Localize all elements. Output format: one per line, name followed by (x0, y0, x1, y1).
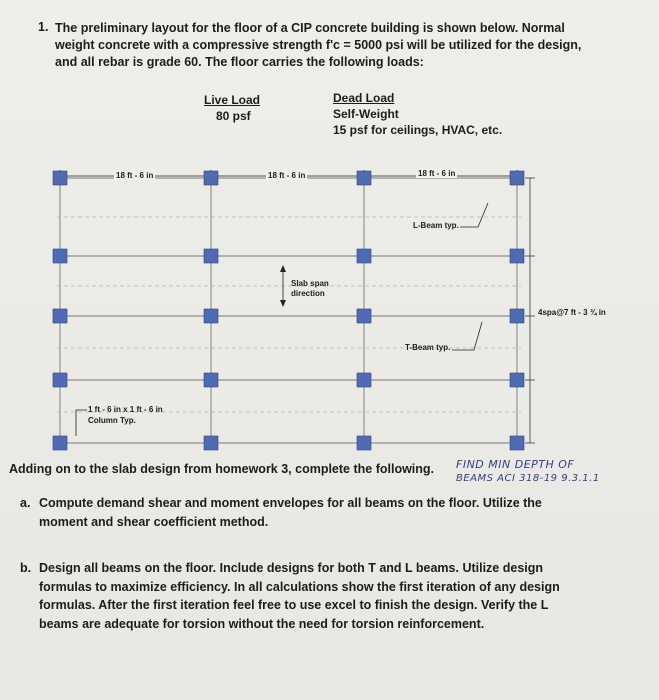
problem-line: and all rebar is grade 60. The floor carries the following loads: (55, 55, 424, 69)
column-square (53, 171, 67, 185)
dead-load-line: 15 psf for ceilings, HVAC, etc. (333, 123, 503, 137)
part-b-letter: b. (20, 561, 32, 575)
column-label (88, 404, 163, 426)
slab-span-line: Slab span (291, 279, 329, 288)
part-b-line: formulas. After the first iteration feel free to use excel to finish the design. Verify the L (39, 598, 549, 612)
column-square (204, 373, 218, 387)
column-square (53, 436, 67, 450)
handwritten-note (456, 458, 600, 486)
column-square (357, 171, 371, 185)
column-leader (76, 410, 87, 436)
slab-span-arrowhead (280, 300, 286, 307)
t-beam-label: T-Beam typ. (405, 343, 451, 352)
column-square (510, 171, 524, 185)
part-b (39, 559, 639, 633)
part-a-letter: a. (20, 496, 31, 510)
problem-number: 1. (38, 20, 49, 34)
column-square (357, 436, 371, 450)
slab-span-arrowhead (280, 265, 286, 272)
t-beam-leader (452, 322, 482, 350)
l-beam-label: L-Beam typ. (413, 221, 459, 230)
column-square (510, 249, 524, 263)
column-square (204, 436, 218, 450)
column-square (510, 436, 524, 450)
dead-load-line: Self-Weight (333, 107, 399, 121)
part-a-line: Compute demand shear and moment envelopes for all beams on the floor. Utilize the (39, 496, 542, 510)
column-square (357, 249, 371, 263)
span-label: 18 ft - 6 in (116, 171, 154, 180)
problem-line: weight concrete with a compressive strength f'c = 5000 psi will be utilized for the design, (55, 38, 582, 52)
handwritten-line: BEAMS ACI 318-19 9.3.1.1 (456, 473, 600, 484)
part-b-line: Design all beams on the floor. Include designs for both T and L beams. Utilize design (39, 561, 544, 575)
dead-load-heading: Dead Load (333, 91, 395, 105)
problem-line: The preliminary layout for the floor of a CIP concrete building is shown below. Normal (55, 21, 565, 35)
column-square (53, 309, 67, 323)
part-a (39, 494, 639, 531)
span-label: 18 ft - 6 in (418, 169, 456, 178)
slab-span-label (291, 279, 329, 299)
live-load-value: 80 psf (216, 109, 251, 123)
live-load-heading: Live Load (204, 93, 261, 107)
column-square (204, 249, 218, 263)
column-square (510, 373, 524, 387)
column-square (357, 373, 371, 387)
column-square (510, 309, 524, 323)
column-square (53, 373, 67, 387)
column-square (53, 249, 67, 263)
part-b-line: beams are adequate for torsion without the need for torsion reinforcement. (39, 616, 485, 631)
intro-text: Adding on to the slab design from homework 3, complete the following. (9, 462, 435, 476)
column-square (204, 171, 218, 185)
span-label: 18 ft - 6 in (268, 171, 306, 180)
column-square (204, 309, 218, 323)
column-label-line: Column Typ. (88, 416, 136, 425)
l-beam-leader (460, 203, 488, 227)
part-b-line: formulas to maximize efficiency. In all calculations show the first iteration of any design (39, 579, 560, 594)
column-label-line: 1 ft - 6 in x 1 ft - 6 in (88, 405, 163, 414)
handwritten-line: FIND MIN DEPTH OF (456, 458, 575, 471)
spacing-label: 4spa@7 ft - 3 ¾ in (538, 308, 606, 317)
slab-span-line: direction (291, 289, 325, 298)
column-square (357, 309, 371, 323)
part-a-line: moment and shear coefficient method. (39, 514, 269, 529)
